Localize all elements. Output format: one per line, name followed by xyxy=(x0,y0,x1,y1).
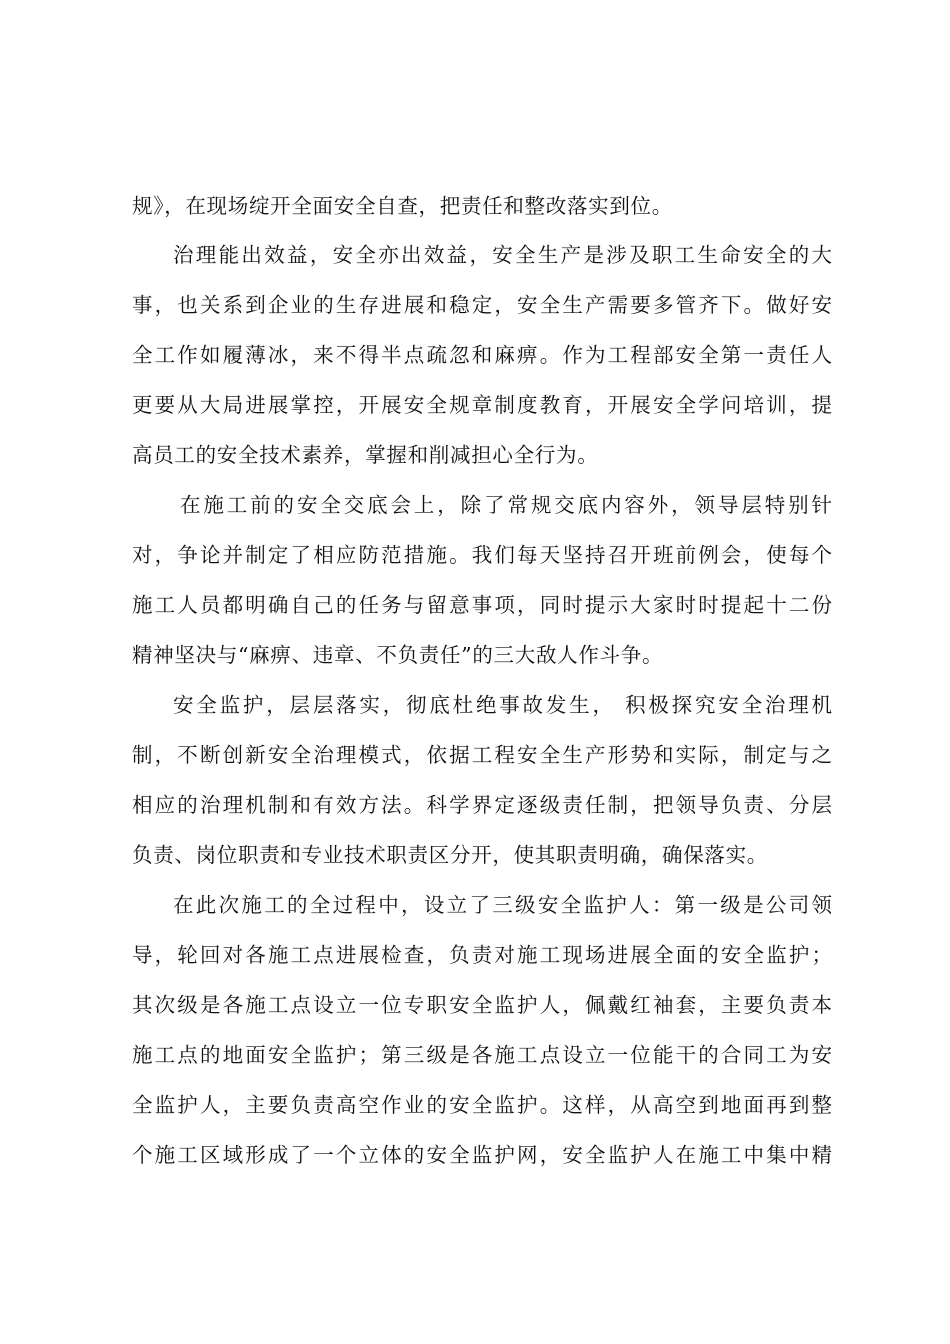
paragraph-2-line-2: 事，也关系到企业的生存进展和稳定，安全生产需要多管齐下。做好安 xyxy=(132,293,832,317)
paragraph-4-line-1: 安全监护，层层落实，彻底杜绝事故发生， 积极探究安全治理机 xyxy=(173,693,832,717)
paragraph-3-line-4: 精神坚决与“麻痹、违章、不负责任”的三大敌人作斗争。 xyxy=(132,643,664,667)
paragraph-5-line-5: 全监护人，主要负责高空作业的安全监护。这样，从高空到地面再到整 xyxy=(132,1093,832,1117)
paragraph-5-line-1: 在此次施工的全过程中，设立了三级安全监护人：第一级是公司领 xyxy=(173,893,832,917)
paragraph-5-line-2: 导，轮回对各施工点进展检查，负责对施工现场进展全面的安全监护； xyxy=(132,943,832,967)
paragraph-4-line-4: 负责、岗位职责和专业技术职责区分开，使其职责明确，确保落实。 xyxy=(132,843,768,867)
paragraph-4-line-3: 相应的治理机制和有效方法。科学界定逐级责任制，把领导负责、分层 xyxy=(132,793,832,817)
paragraph-3-line-3: 施工人员都明确自己的任务与留意事项，同时提示大家时时提起十二份 xyxy=(132,593,832,617)
paragraph-3-line-1: 在施工前的安全交底会上，除了常规交底内容外，领导层特别针 xyxy=(180,493,832,517)
paragraph-2-line-3: 全工作如履薄冰，来不得半点疏忽和麻痹。作为工程部安全第一责任人 xyxy=(132,343,832,367)
paragraph-5-line-3: 其次级是各施工点设立一位专职安全监护人，佩戴红袖套，主要负责本 xyxy=(132,993,832,1017)
paragraph-5-line-6: 个施工区域形成了一个立体的安全监护网，安全监护人在施工中集中精 xyxy=(132,1143,832,1167)
paragraph-4-line-2: 制，不断创新安全治理模式，依据工程安全生产形势和实际，制定与之 xyxy=(132,743,832,767)
paragraph-5-line-4: 施工点的地面安全监护；第三级是各施工点设立一位能干的合同工为安 xyxy=(132,1043,832,1067)
paragraph-2-line-4: 更要从大局进展掌控，开展安全规章制度教育，开展安全学问培训，提 xyxy=(132,393,832,417)
paragraph-2-line-1: 治理能出效益，安全亦出效益，安全生产是涉及职工生命安全的大 xyxy=(173,243,832,267)
paragraph-2-line-5: 高员工的安全技术素养，掌握和削减担心全行为。 xyxy=(132,443,599,467)
paragraph-1-line-1: 规》，在现场绽开全面安全自查，把责任和整改落实到位。 xyxy=(132,194,673,218)
paragraph-3-line-2: 对，争论并制定了相应防范措施。我们每天坚持召开班前例会，使每个 xyxy=(132,543,832,567)
